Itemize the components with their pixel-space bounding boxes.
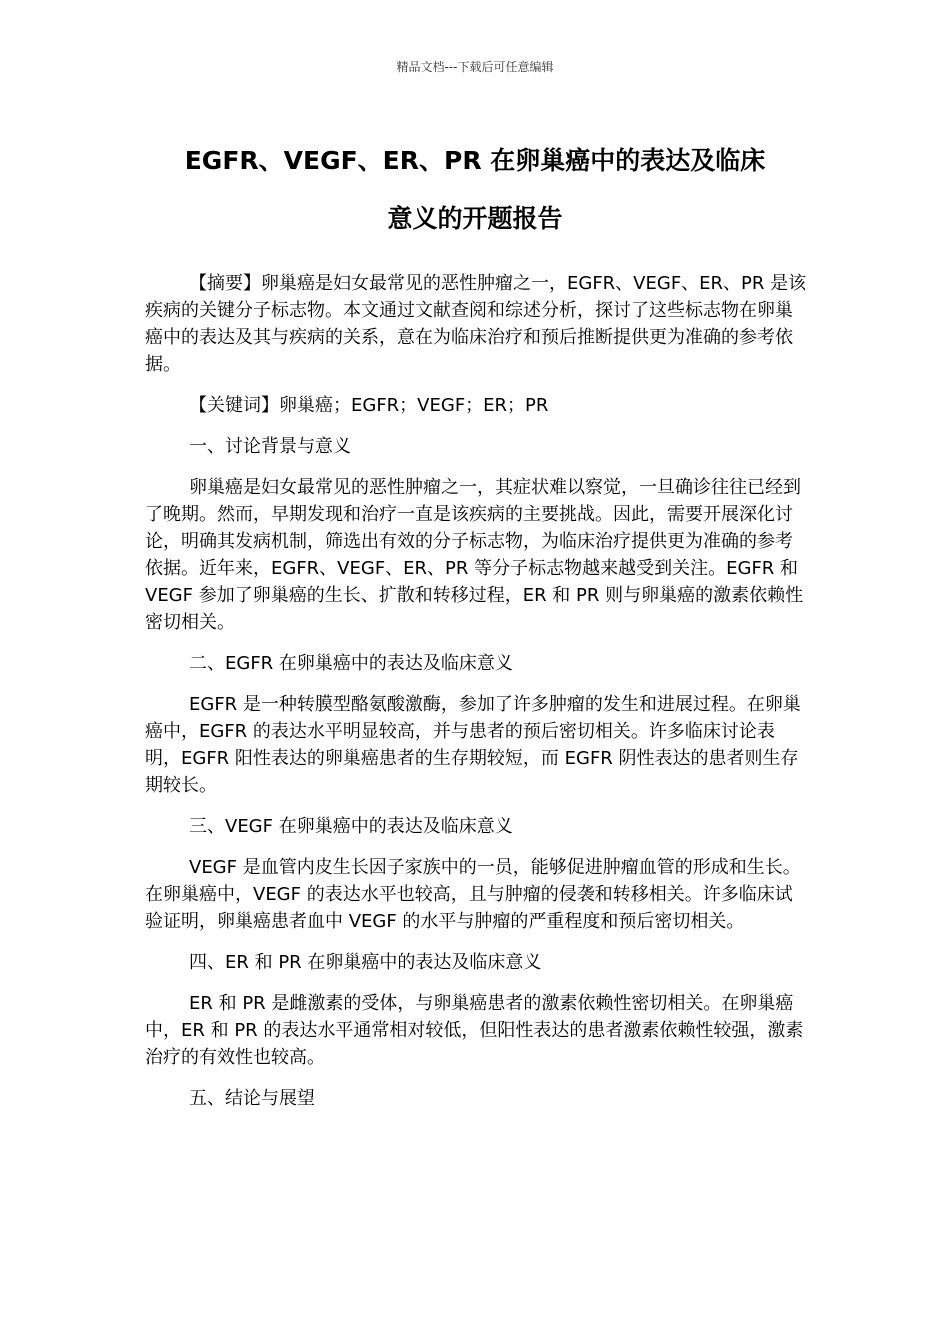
section-body-1: 卵巢癌是妇女最常见的恶性肿瘤之一，其症状难以察觉，一旦确诊往往已经到了晚期。然而，早期发现和治疗一直是该疾病的主要挑战。因此，需要开展深化讨论，明确其发病机制，筛选出有效的分子标志物，为临床治疗提供更为准确的参考依据。近年来，EGFR、VEGF、ER、PR 等分子标志物越来越受到关注。EGFR 和 VEGF 参加了卵巢癌的生长、扩散和转移过程，ER 和 PR 则与卵巢癌的激素依赖性密切相关。 bbox=[145, 477, 804, 633]
keywords-paragraph: 【关键词】卵巢癌；EGFR；VEGF；ER；PR bbox=[189, 395, 549, 416]
section-body-3: VEGF 是血管内皮生长因子家族中的一员，能够促进肿瘤血管的形成和生长。在卵巢癌中，VEGF 的表达水平也较高，且与肿瘤的侵袭和转移相关。许多临床试验证明，卵巢癌患者血中 VEGF 的水平与肿瘤的严重程度和预后密切相关。 bbox=[145, 857, 801, 932]
document-title bbox=[120, 132, 830, 248]
section-heading-3: 三、VEGF 在卵巢癌中的表达及临床意义 bbox=[189, 816, 513, 837]
document-body bbox=[145, 270, 810, 1126]
section-heading-4: 四、ER 和 PR 在卵巢癌中的表达及临床意义 bbox=[189, 952, 542, 973]
section-body-2: EGFR 是一种转膜型酪氨酸激酶，参加了许多肿瘤的发生和进展过程。在卵巢癌中，EGFR 的表达水平明显较高，并与患者的预后密切相关。许多临床讨论表明，EGFR 阳性表达的卵巢癌患者的生存期较短，而 EGFR 阴性表达的患者则生存期较长。 bbox=[145, 694, 801, 796]
section-heading-2: 二、EGFR 在卵巢癌中的表达及临床意义 bbox=[189, 653, 513, 674]
title-line-2: 意义的开题报告 bbox=[387, 204, 563, 233]
title-line-1: EGFR、VEGF、ER、PR 在卵巢癌中的表达及临床 bbox=[184, 146, 766, 175]
section-heading-5: 五、结论与展望 bbox=[189, 1088, 315, 1109]
abstract-paragraph: 【摘要】卵巢癌是妇女最常见的恶性肿瘤之一，EGFR、VEGF、ER、PR 是该疾病的关键分子标志物。本文通过文献查阅和综述分析，探讨了这些标志物在卵巢癌中的表达及其与疾病的关系，意在为临床治疗和预后推断提供更为准确的参考依据。 bbox=[145, 273, 807, 375]
page-header: 精品文档---下载后可任意编辑 bbox=[396, 60, 554, 74]
section-body-4: ER 和 PR 是雌激素的受体，与卵巢癌患者的激素依赖性密切相关。在卵巢癌中，ER 和 PR 的表达水平通常相对较低，但阳性表达的患者激素依赖性较强，激素治疗的有效性也较高。 bbox=[145, 993, 804, 1068]
section-heading-1: 一、讨论背景与意义 bbox=[189, 436, 351, 457]
